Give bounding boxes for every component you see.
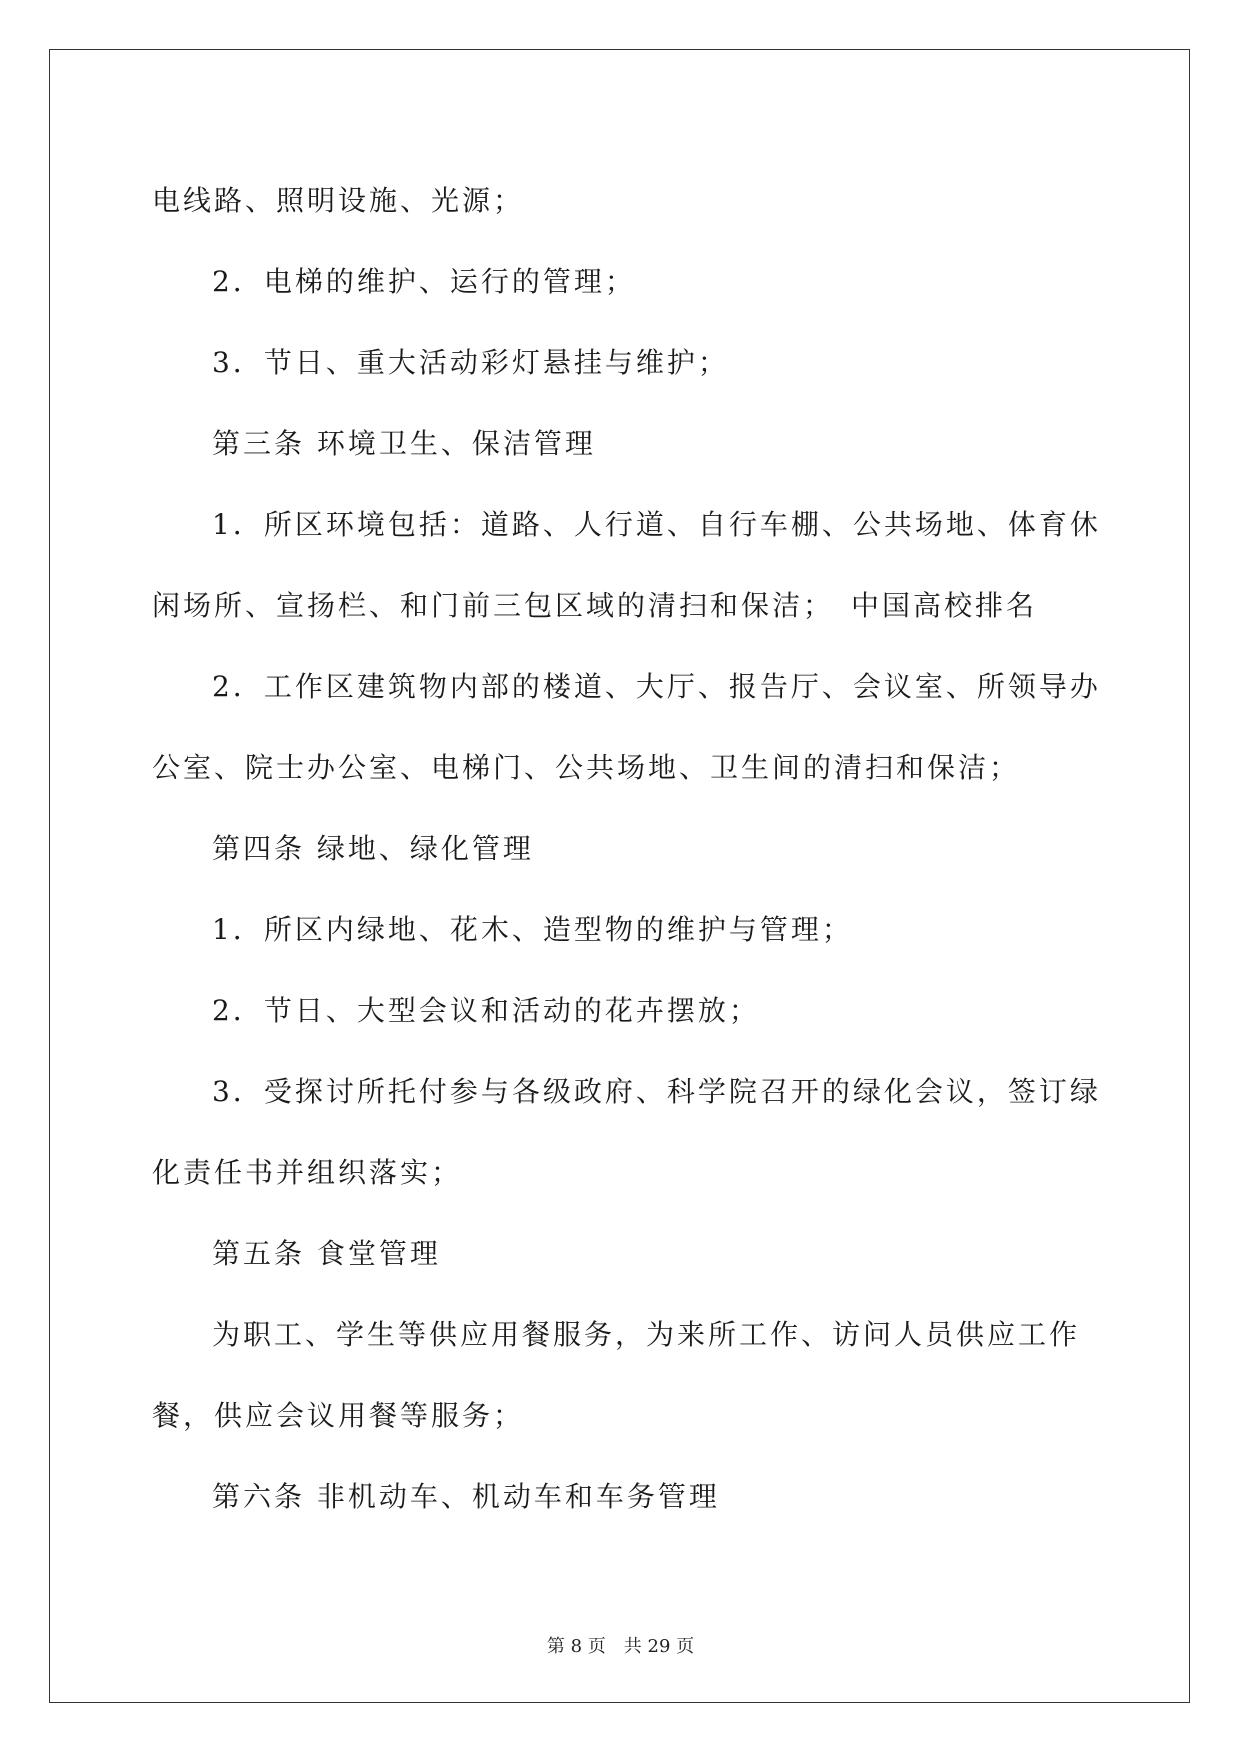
paragraph-line: 公室、院士办公室、电梯门、公共场地、卫生间的清扫和保洁；	[152, 751, 1021, 784]
paragraph-line: 1．所区环境包括：道路、人行道、自行车棚、公共场地、体育休	[212, 508, 1101, 541]
paragraph-line: 2．电梯的维护、运行的管理；	[212, 265, 636, 298]
paragraph-line: 餐，供应会议用餐等服务；	[152, 1399, 525, 1432]
paragraph-line: 3．受探讨所托付参与各级政府、科学院召开的绿化会议，签订绿	[212, 1075, 1101, 1108]
document-body	[152, 160, 1101, 1537]
paragraph-line: 2．工作区建筑物内部的楼道、大厅、报告厅、会议室、所领导办	[212, 670, 1101, 703]
paragraph-line: 2．节日、大型会议和活动的花卉摆放；	[212, 994, 760, 1027]
paragraph-line: 电线路、照明设施、光源；	[152, 184, 525, 217]
paragraph-line: 3．节日、重大活动彩灯悬挂与维护；	[212, 346, 729, 379]
page-number-label: 第 8 页 共 29 页	[546, 1636, 695, 1657]
section-heading: 第三条 环境卫生、保洁管理	[212, 427, 596, 460]
section-heading: 第四条 绿地、绿化管理	[212, 832, 534, 865]
paragraph-line: 为职工、学生等供应用餐服务，为来所工作、访问人员供应工作	[212, 1318, 1081, 1351]
page-footer	[0, 1632, 1241, 1658]
paragraph-line: 闲场所、宣扬栏、和门前三包区域的清扫和保洁； 中国高校排名	[152, 589, 1038, 622]
section-heading: 第五条 食堂管理	[212, 1237, 441, 1270]
section-heading: 第六条 非机动车、机动车和车务管理	[212, 1480, 720, 1513]
paragraph-line: 化责任书并组织落实；	[152, 1156, 463, 1189]
paragraph-line: 1．所区内绿地、花木、造型物的维护与管理；	[212, 913, 853, 946]
